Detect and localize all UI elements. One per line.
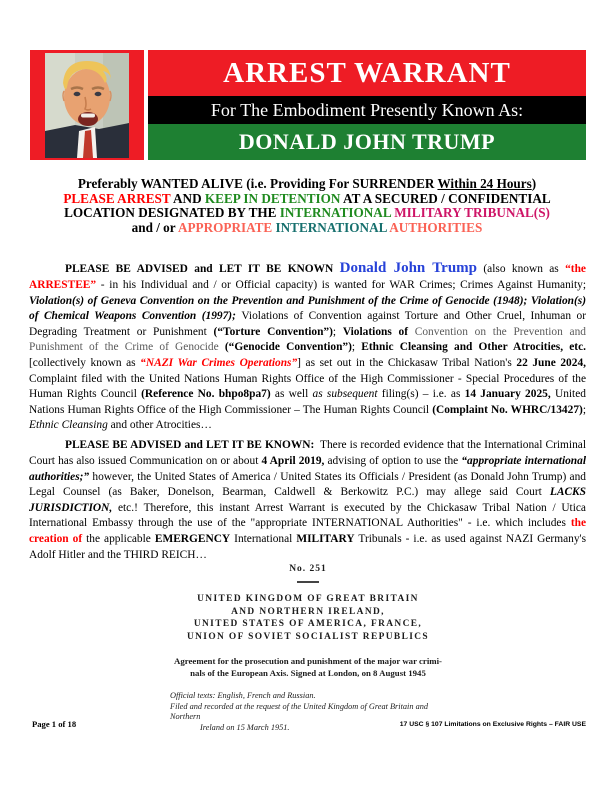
text-run: Violations of [342, 325, 415, 338]
text-run: (Complaint No. WHRC/13427) [432, 403, 583, 416]
title-banner [148, 50, 586, 160]
text-run: Violation(s) of Geneva Convention on the Prevention and Punishment of the Crime of Genocide (1948); Violation(s) of Chemical Weapons Convention (1997); [29, 294, 586, 323]
text-run: “the ARRESTEE” [29, 263, 586, 291]
wanted-line-4 [28, 221, 586, 236]
page-number: Page 1 of 18 [32, 719, 77, 729]
text-run: PLEASE ARREST [63, 190, 171, 206]
arrestee-photo [30, 50, 144, 160]
treaty-party-line: UNION OF SOVIET SOCIALIST REPUBLICS [186, 631, 430, 642]
paragraph-advisory-1 [29, 261, 586, 434]
text-run: and other Atrocities… [107, 419, 212, 432]
text-run: Ethnic Cleansing and Other Atrocities, etc. [361, 341, 586, 354]
text-run: AUTHORITIES [386, 219, 483, 235]
text-run: (“Genocide Convention”) [224, 341, 352, 354]
banner-subtitle-band [148, 96, 586, 124]
arrestee-name-inline: Donald John Trump [339, 260, 477, 277]
text-run: filing(s) – i.e. as [377, 388, 465, 401]
treaty-filed-line: Filed and recorded at the request of the United Kingdom of Great Britain and Northern [170, 701, 429, 722]
treaty-document-excerpt [170, 564, 446, 734]
text-run: ) [531, 176, 537, 191]
text-run: United Nations Human Rights Office of the High Commissioner – The Human Rights Council [29, 388, 586, 416]
text-run: (also known as [477, 263, 566, 276]
treaty-official-line: Official texts: English, French and Russian. [170, 691, 316, 701]
treaty-party-line: AND NORTHERN IRELAND, [231, 606, 385, 617]
document-header [30, 50, 586, 160]
wanted-heading [28, 177, 586, 235]
text-run: the applicable [82, 532, 155, 545]
wanted-line-1 [28, 177, 586, 192]
treaty-parties [170, 593, 446, 643]
text-run: Violations of Convention against Torture and Other Cruel, Inhuman or Degrading Treatment or Punishment [29, 310, 586, 338]
treaty-agreement-line: nals of the European Axis. Signed at London, on 8 August 1945 [190, 667, 426, 678]
text-run: the creation of [29, 517, 586, 545]
warrant-subtitle: For The Embodiment Presently Known As: [210, 99, 524, 120]
text-run: 4 April 2019, [261, 454, 325, 467]
treaty-party-line: UNITED KINGDOM OF GREAT BRITAIN [197, 594, 419, 604]
text-run: - in his Individual and / or Official capacity) is wanted for WAR Crimes; Crimes Against Humanity; [96, 278, 586, 291]
text-run: INTERNATIONAL [272, 219, 387, 235]
warrant-title: ARREST WARRANT [223, 56, 511, 89]
text-run: ; [332, 325, 343, 338]
text-run: INTERNATIONAL [279, 205, 391, 221]
text-run: as subsequent [312, 388, 378, 401]
wanted-line-2 [28, 192, 586, 207]
text-run: Complaint filed with the United Nations Human Rights Office of the High Commissioner - Special Procedures of the Human Rights Council [29, 372, 586, 401]
text-run: (“Torture Convention”) [213, 325, 333, 338]
text-run: ; [351, 341, 362, 354]
arrestee-name: DONALD JOHN TRUMP [238, 129, 496, 154]
text-run: 22 June 2024, [516, 356, 586, 369]
treaty-filed-line: Ireland on 15 March 1951. [200, 722, 290, 732]
portrait-photo-image [45, 53, 129, 158]
text-run: 14 January 2025, [464, 388, 551, 401]
text-run: ] as set out in the Chickasaw Tribal Nation's [297, 356, 517, 369]
text-run: ; [582, 403, 586, 416]
text-run: PLEASE BE ADVISED and LET IT BE KNOWN: [65, 439, 320, 452]
text-run: International [230, 532, 297, 545]
wanted-line-3 [28, 206, 586, 221]
text-run: MILITARY TRIBUNAL(S) [390, 205, 550, 221]
treaty-agreement-line: Agreement for the prosecution and punishment of the major war crimi- [174, 656, 442, 667]
text-run: LOCATION DESIGNATED BY THE [64, 205, 280, 221]
treaty-divider-rule [297, 581, 319, 583]
text-run: Tribunals - i.e. as used against NAZI Germany's Adolf Hitler and the THIRD REICH… [29, 532, 587, 561]
text-run: AND [170, 190, 205, 206]
text-run: EMERGENCY [154, 532, 231, 545]
text-run: APPROPRIATE [177, 219, 273, 235]
fair-use-notice: 17 USC § 107 Limitations on Exclusive Rights – FAIR USE [399, 721, 586, 728]
text-run: Convention on the Prevention and Punishment of the Crime of Genocide [29, 325, 586, 354]
text-run: KEEP IN DETENTION [204, 190, 341, 206]
text-run: PLEASE BE ADVISED and LET IT BE KNOWN [65, 263, 340, 276]
text-run: There is recorded evidence that the International Criminal Court has also issued Communication on or about [29, 439, 586, 467]
text-run: (Reference No. bhpo8pa7) [141, 388, 271, 401]
text-run: AT A SECURED / CONFIDENTIAL [340, 190, 551, 206]
text-run: Preferably WANTED ALIVE (i.e. Providing For SURRENDER [77, 176, 438, 191]
text-run: however, the United States of America / United States its Officials / President (as Donald John Trump) and Legal Counsel (as Baker, Donelson, Bearman, Caldwell & Berkowitz P.C.) may allege said Court [29, 470, 586, 499]
text-run: LACKS JURISDICTION, [29, 486, 586, 514]
text-run: etc.! Therefore, this instant Arrest Warrant is executed by the Chickasaw Tribal Nation / Utica International Embassy through the use of the "appropriate INTERNATIONAL Authorities" - i.e. which includes [29, 501, 586, 530]
text-run: [collectively known as [29, 356, 141, 369]
paragraph-advisory-2 [29, 438, 586, 563]
banner-name-band [148, 124, 586, 160]
banner-title-band [148, 50, 586, 96]
text-run: Ethnic Cleansing [29, 419, 108, 432]
treaty-number: No. 251 [289, 564, 327, 574]
text-run: Within 24 Hours [437, 176, 532, 191]
text-run: and / or [131, 219, 178, 235]
treaty-agreement-title [170, 656, 446, 679]
text-run: advising of option to use the [324, 454, 462, 467]
text-run: “NAZI War Crimes Operations” [140, 356, 298, 369]
text-run: “appropriate international authorities;” [29, 454, 586, 483]
treaty-party-line: UNITED STATES OF AMERICA, FRANCE, [193, 619, 423, 630]
text-run: as well [270, 388, 313, 401]
text-run: MILITARY [296, 532, 355, 545]
